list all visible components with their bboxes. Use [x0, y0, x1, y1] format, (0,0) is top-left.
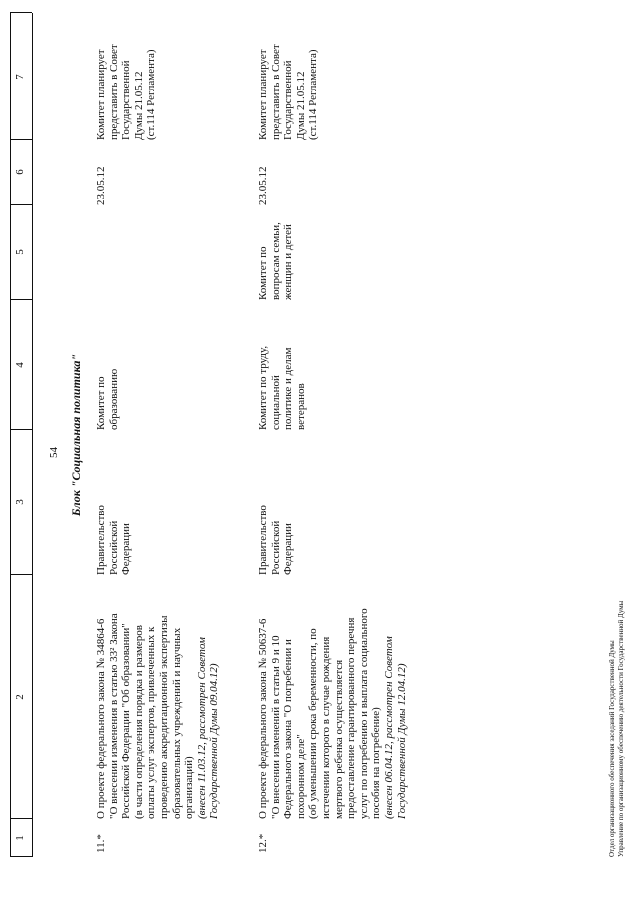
committee-line: ветеранов — [294, 383, 307, 430]
column-divider — [10, 204, 32, 205]
bill-line: похоронном деле" — [294, 734, 307, 819]
bill-line: (об уменьшении срока беременности, по — [307, 628, 320, 819]
column-divider — [10, 856, 32, 857]
column-number: 7 — [14, 74, 26, 80]
note-line: Думы 21.05.12 — [294, 71, 307, 140]
initiator-line: Федерации — [282, 523, 295, 575]
initiator-line: Правительство — [95, 505, 107, 575]
note-line: (ст.114 Регламента) — [307, 49, 320, 140]
bill-line: услуг по погребению и выплата социального — [357, 608, 370, 819]
column-divider — [10, 139, 32, 140]
bill-line: (в части определения порядка и размеров — [132, 624, 145, 819]
bill-line: "О внесении изменений в статьи 9 и 10 — [269, 635, 282, 819]
column-number: 4 — [14, 362, 26, 368]
column-divider — [10, 574, 32, 575]
initiator-line: Российской — [107, 520, 120, 575]
bill-line: истечении которого в случае рождения — [319, 636, 332, 819]
column-divider — [10, 429, 32, 430]
responsible-committee — [257, 302, 307, 430]
bill-line: О проекте федерального закона № 50637-6 — [257, 618, 269, 819]
bill-line: оплаты услуг экспертов, привлеченных к — [145, 626, 158, 819]
bill-note-line: Государственной Думы 12.04.12) — [395, 663, 408, 819]
committee-line: образованию — [107, 368, 120, 430]
footer-line: Управление по организационному обеспечению деятельности Государственной Думы — [617, 600, 625, 857]
initiator — [95, 435, 133, 575]
initiator-line: Федерации — [120, 523, 133, 575]
note-line: Государственной — [120, 60, 133, 140]
bill-line: Федерального закона "О погребении и — [282, 639, 295, 819]
committee-line: политике и делам — [282, 347, 295, 430]
responsible-committee — [95, 302, 120, 430]
column-divider — [10, 12, 32, 13]
column-divider — [10, 818, 32, 819]
bill-line: проведению аккредитационной экспертизы — [157, 615, 170, 819]
committee-line: Комитет по труду, — [257, 345, 269, 430]
bill-line: пособия на погребение) — [370, 707, 383, 819]
bill-line: организаций) — [183, 756, 196, 819]
footer-line: Отдел организационного обеспечения заседаний Государственной Думы — [608, 640, 616, 857]
note-line: представить в Совет — [107, 44, 120, 140]
committee-line: социальной — [269, 375, 282, 430]
co-committee-line: Комитет по — [257, 246, 269, 300]
page-number: 54 — [48, 447, 60, 458]
date: 23.05.12 — [257, 166, 269, 205]
bill-line: "О внесении изменения в статью 33² Закона — [107, 613, 120, 819]
date: 23.05.12 — [95, 166, 107, 205]
column-number: 2 — [14, 694, 26, 700]
co-committee-line: вопросам семьи, — [269, 222, 282, 300]
bill-description — [95, 569, 221, 819]
initiator — [257, 435, 295, 575]
footer — [608, 601, 626, 857]
note-line: (ст.114 Регламента) — [145, 49, 158, 140]
block-title: Блок "Социальная политика" — [69, 353, 83, 517]
initiator-line: Российской — [269, 520, 282, 575]
note-line: Думы 21.05.12 — [132, 71, 145, 140]
note — [95, 13, 158, 140]
column-number: 5 — [14, 249, 26, 255]
note-line: Комитет планирует — [257, 49, 269, 140]
bill-line: Российской Федерации "Об образовании" — [120, 623, 133, 819]
column-number: 6 — [14, 169, 26, 175]
bill-line: предоставление гарантированного перечня — [345, 617, 358, 819]
column-divider — [10, 299, 32, 300]
row-number: 11.* — [95, 834, 107, 853]
note-line: представить в Совет — [269, 44, 282, 140]
bill-description — [257, 569, 408, 819]
bill-note-line: (внесен 11.03.12, рассмотрен Советом — [195, 637, 208, 819]
note — [257, 13, 320, 140]
co-executor-committee — [257, 205, 295, 300]
committee-line: Комитет по — [95, 376, 107, 430]
bill-note-line: Государственной Думы 09.04.12) — [208, 663, 221, 819]
header-bottom-border — [32, 13, 33, 857]
bill-line: образовательных учреждений и научных — [170, 627, 183, 819]
row-number: 12.* — [257, 833, 269, 853]
column-number: 3 — [14, 499, 26, 505]
note-line: Государственной — [282, 60, 295, 140]
initiator-line: Правительство — [257, 505, 269, 575]
bill-note-line: (внесен 06.04.12, рассмотрен Советом — [382, 636, 395, 819]
column-number: 1 — [14, 835, 26, 841]
co-committee-line: женщин и детей — [282, 224, 295, 300]
bill-line: мертвого ребенка осуществляется — [332, 659, 345, 819]
note-line: Комитет планирует — [95, 49, 107, 140]
bill-line: О проекте федерального закона № 34864-6 — [95, 618, 107, 819]
